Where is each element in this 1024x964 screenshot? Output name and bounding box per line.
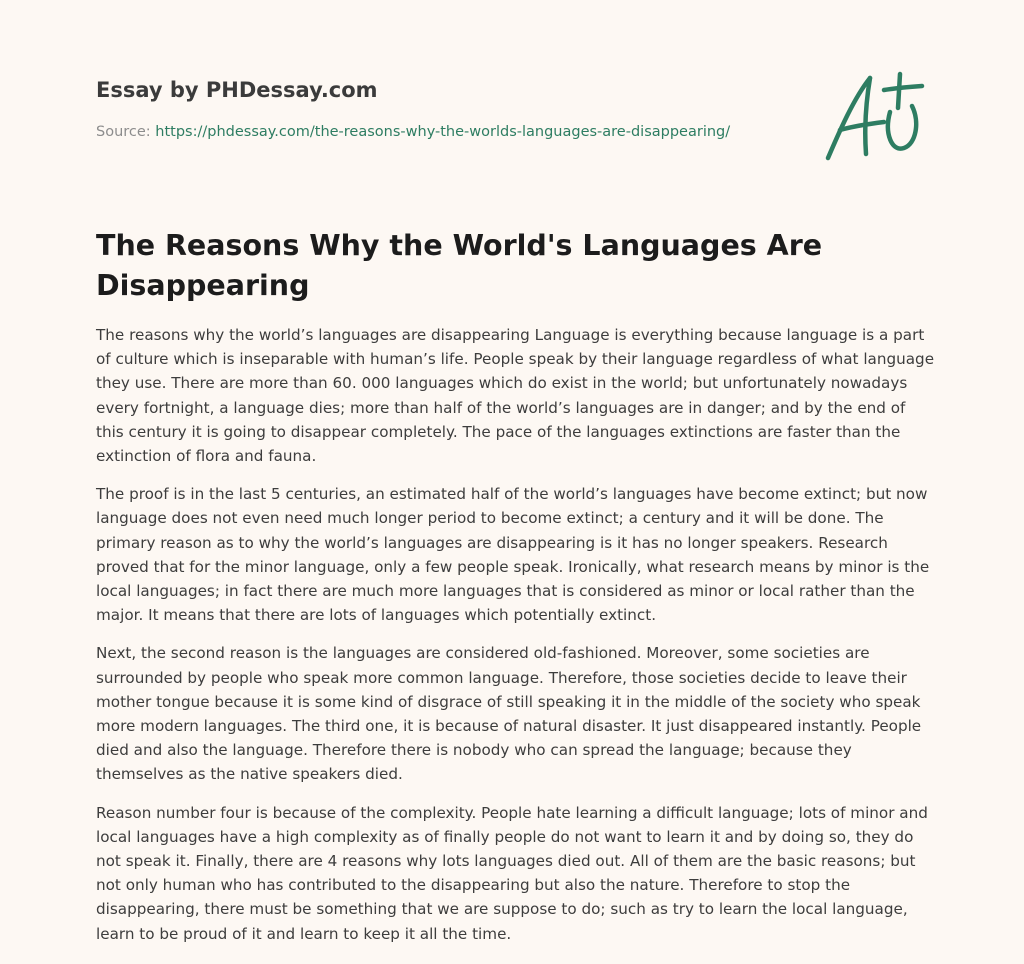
essay-paragraph: The proof is in the last 5 centuries, an estimated half of the world’s languages have become extinct; but now language does not even need much longer period to become extinct; a century and it will be done. The primary reason as to why the world’s languages are disappearing is it has no longer speakers. Research proved that for the minor language, only a few people speak. Ironically, what research means by minor is the local languages; in fact there are much more languages that is considered as minor or local rather than the major. It means that there are lots of languages which potentially extinct. [96, 485, 930, 625]
source-line [96, 122, 796, 142]
essay-paragraph: The reasons why the world’s languages are disappearing Language is everything because language is a part of culture which is inseparable with human’s life. People speak by their language regardless of what language they use. There are more than 60. 000 languages which do exist in the world; but unfortunately nowadays every fortnight, a language dies; more than half of the world’s languages are in danger; and by the end of this century it is going to disappear completely. The pace of the languages extinctions are faster than the extinction of flora and fauna. [96, 326, 935, 466]
essay-body [96, 323, 936, 960]
essay-paragraph: Next, the second reason is the languages are considered old-fashioned. Moreover, some societies are surrounded by people who speak more common language. Therefore, those societies decide to leave their mother tongue because it is some kind of disgrace of still speaking it in the middle of the society who speak more modern languages. The third one, it is because of natural disaster. It just disappeared instantly. People died and also the language. Therefore there is nobody who can spread the language; because they themselves as the native speakers died. [96, 644, 922, 784]
source-label: Source: [96, 124, 156, 140]
source-link[interactable]: https://phdessay.com/the-reasons-why-the-worlds-languages-are-disappearing/ [155, 124, 731, 140]
page-header [96, 74, 796, 142]
essay-title: The Reasons Why the World's Languages Are Disappearing [96, 229, 823, 302]
site-brand: Essay by PHDessay.com [96, 78, 378, 102]
essay-paragraph: Reason number four is because of the complexity. People hate learning a difficult language; lots of minor and local languages have a high complexity as of finally people do not want to learn it and by doing so, they do not speak it. Finally, there are 4 reasons why lots languages died out. All of them are the basic reasons; but not only human who has contributed to the disappearing but also the nature. Therefore to stop the disappearing, there must be something that we are suppose to do; such as try to learn the local language, learn to be proud of it and learn to keep it all the time. [96, 803, 928, 943]
a-plus-grade-icon [818, 68, 934, 168]
